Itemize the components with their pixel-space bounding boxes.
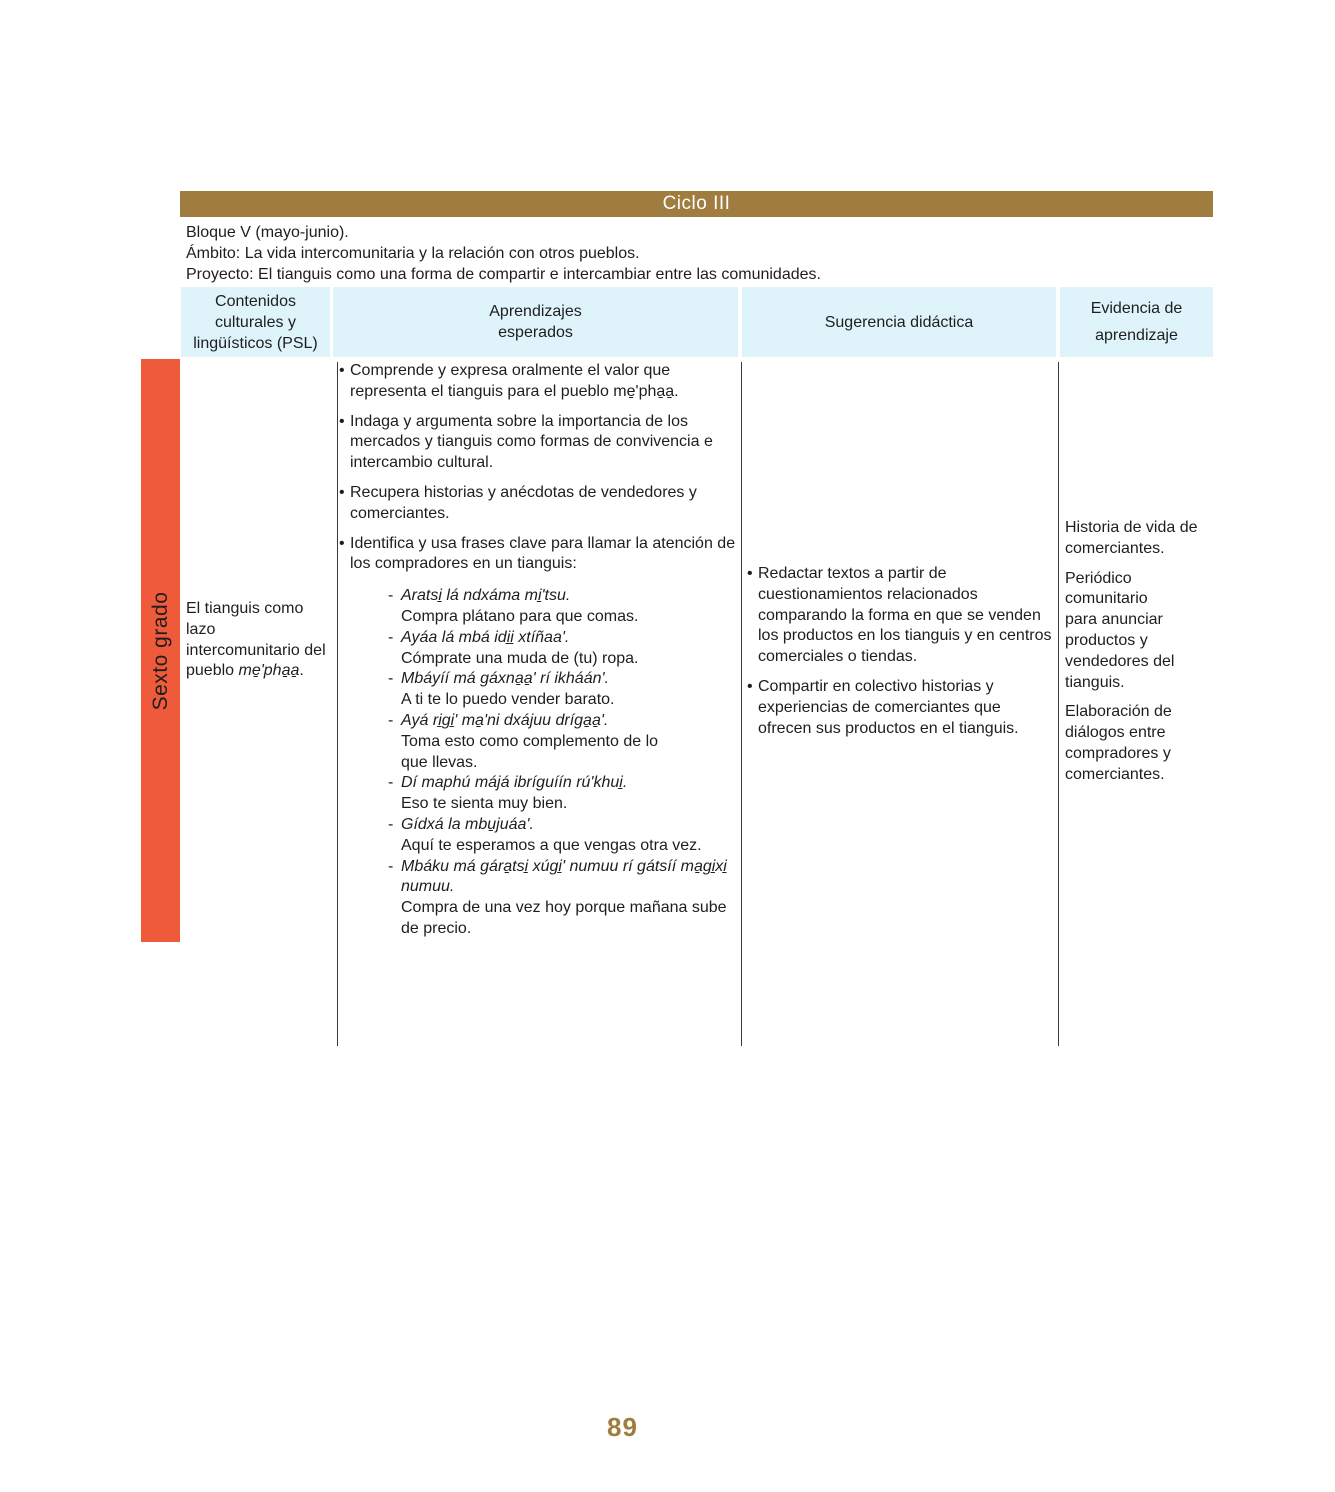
phrase-native: Gídxá la mbu̱juáa'. — [401, 815, 534, 833]
bullet-icon: • — [339, 412, 345, 430]
phrase-item — [388, 815, 737, 857]
phrase-item — [388, 628, 737, 670]
header-contenidos — [181, 287, 330, 357]
bullet-icon: • — [339, 483, 345, 501]
phrase-native: Aratsi̱ lá ndxáma mi̱'tsu. — [401, 587, 571, 605]
dash-icon: - — [388, 670, 394, 688]
dash-icon: - — [388, 815, 394, 833]
phrase-native: Mbáku má gára̱tsi̱ xúgi̱' numuu rí gátsíí ma̱gi̱xi̱ numuu. — [401, 857, 727, 896]
phrase-translation: Compra plátano para que comas. — [401, 607, 639, 625]
aprendizaje-text: Identifica y usa frases clave para llamar la atención de los compradores en un tianguis: — [350, 534, 736, 573]
list-item — [339, 412, 737, 474]
grade-label: Sexto grado — [149, 591, 172, 711]
dash-icon: - — [388, 774, 394, 792]
header-sugerencia — [742, 287, 1056, 357]
aprendizaje-text: Comprende y expresa oralmente el valor que representa el tianguis para el pueblo me̱'pha̱a̱. — [350, 362, 679, 400]
contenidos-term: me̱'pha̱a̱ — [238, 662, 300, 680]
phrase-item — [388, 773, 737, 815]
phrase-translation: Aquí te esperamos a que vengas otra vez. — [401, 836, 702, 854]
contenidos-cell — [186, 599, 331, 682]
phrase-native: Dí maphú májá ibríguíín rú'khui̱. — [401, 774, 628, 792]
list-item — [747, 677, 1053, 739]
dash-icon: - — [388, 587, 394, 605]
bullet-icon: • — [747, 677, 753, 695]
proyecto-line: Proyecto: El tianguis como una forma de compartir e intercambiar entre las comunidades. — [186, 266, 821, 283]
contenidos-end: . — [299, 662, 304, 680]
list-item — [339, 534, 737, 576]
phrase-item — [388, 669, 737, 711]
list-item — [339, 361, 737, 403]
phrase-translation: A ti te lo puedo vender barato. — [401, 691, 615, 709]
header-aprendizajes — [333, 287, 738, 357]
bullet-icon: • — [339, 362, 345, 379]
sugerencia-text: Redactar textos a partir de cuestionamientos relacionados comparando la forma en que se venden los productos en los tianguis y en centros comerciales o tiendas. — [758, 565, 1052, 666]
phrase-translation: Compra de una vez hoy porque mañana sube de precio. — [401, 899, 727, 937]
block-intro — [186, 222, 1206, 285]
dash-icon: - — [388, 628, 394, 646]
header-evidencia — [1060, 287, 1213, 357]
contenidos-text: El tianguis como lazo intercomunitario del pueblo — [186, 600, 326, 680]
list-item — [747, 564, 1053, 668]
list-item — [339, 483, 737, 525]
cycle-title-bar — [180, 191, 1213, 217]
evidencia-text: Periódico comunitario para anunciar productos y vendedores del tianguis. — [1065, 569, 1175, 691]
column-divider — [337, 362, 338, 1046]
sugerencia-text: Compartir en colectivo historias y experiencias de comerciantes que ofrecen sus productos en el tianguis. — [758, 677, 1019, 737]
column-divider — [1058, 362, 1059, 1046]
column-divider — [741, 362, 742, 1046]
phrase-translation: Cómprate una muda de (tu) ropa. — [401, 649, 639, 667]
sugerencia-cell — [747, 564, 1053, 748]
aprendizajes-cell — [339, 361, 737, 940]
header-contenidos-label: Contenidos culturales y lingüísticos (PSL) — [193, 292, 318, 352]
bullet-icon: • — [747, 565, 753, 582]
phrase-translation: Eso te sienta muy bien. — [401, 795, 568, 813]
phrase-translation: Toma esto como complemento de lo que llevas. — [401, 732, 659, 771]
evidencia-cell — [1065, 518, 1210, 795]
phrase-list — [388, 586, 737, 940]
bloque-line: Bloque V (mayo-junio). — [186, 224, 349, 241]
dash-icon: - — [388, 711, 394, 729]
aprendizaje-text: Indaga y argumenta sobre la importancia de los mercados y tianguis como formas de convivencia e intercambio cultural. — [350, 412, 713, 472]
evidencia-text: Elaboración de diálogos entre compradores y comerciantes. — [1065, 703, 1172, 783]
cycle-title: Ciclo III — [662, 193, 731, 214]
aprendizaje-text: Recupera historias y anécdotas de vendedores y comerciantes. — [350, 483, 697, 522]
page-number: 89 — [607, 1412, 638, 1442]
phrase-native: Ayá ri̱gi̱' ma̱'ni dxájuu dríga̱a̱'. — [401, 711, 609, 729]
dash-icon: - — [388, 857, 394, 875]
header-aprendizajes-label: Aprendizajes esperados — [489, 303, 582, 341]
phrase-native: Ayáa lá mbá idi̱i̱ xtíñaa'. — [401, 628, 570, 646]
phrase-native: Mbáyíí má gáxna̱a̱' rí ikháán'. — [401, 670, 609, 688]
evidencia-text: Historia de vida de comerciantes. — [1065, 519, 1198, 557]
phrase-item — [388, 857, 737, 940]
header-sugerencia-label: Sugerencia didáctica — [824, 313, 974, 331]
ambito-line: Ámbito: La vida intercomunitaria y la relación con otros pueblos. — [186, 245, 640, 262]
header-evidencia-label: Evidencia de aprendizaje — [1090, 300, 1183, 344]
bullet-icon: • — [339, 534, 345, 552]
phrase-item — [388, 586, 737, 628]
phrase-item — [388, 711, 737, 773]
